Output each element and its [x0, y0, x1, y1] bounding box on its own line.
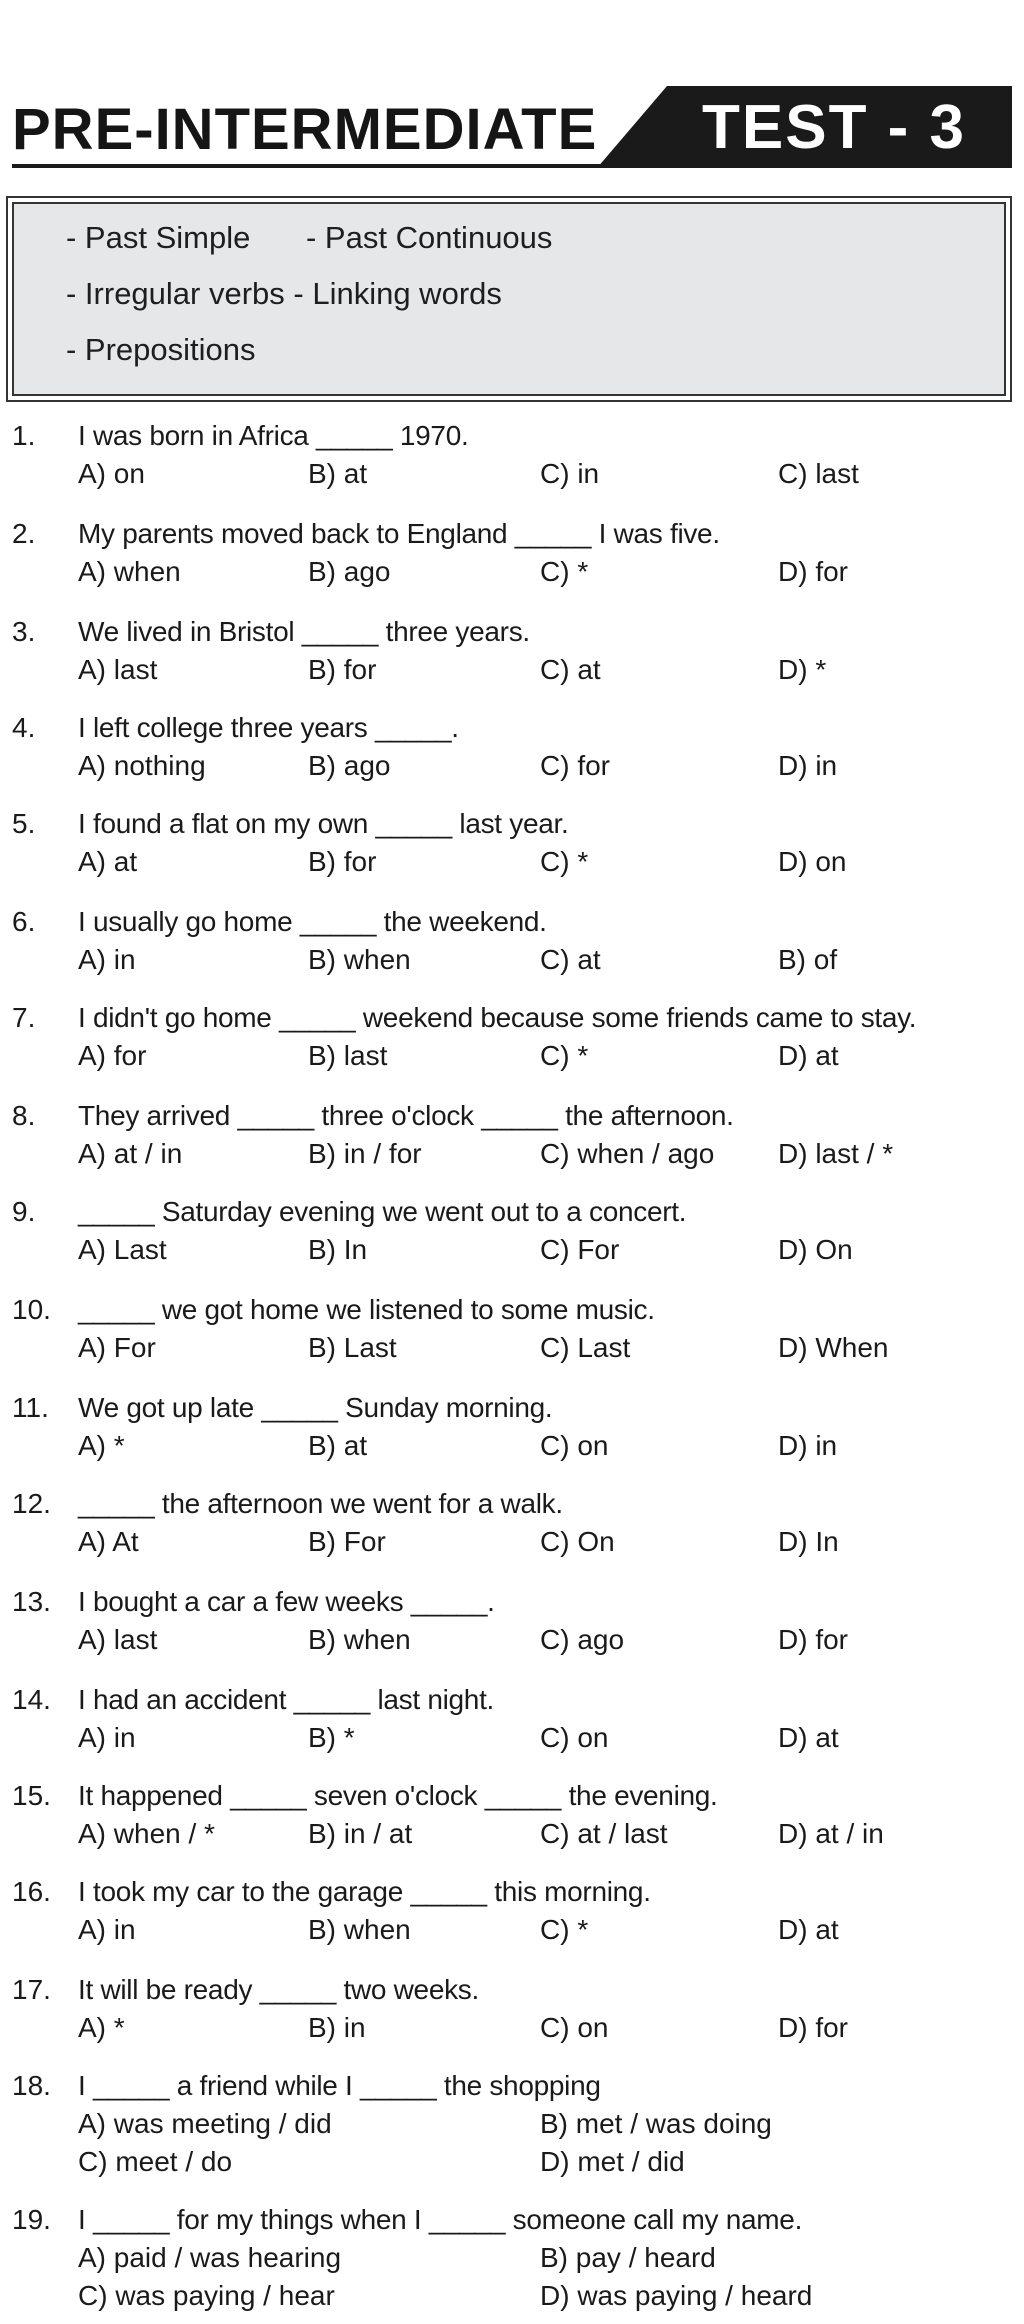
answer-option[interactable]: C) * — [540, 556, 589, 587]
answer-option[interactable]: A) last — [78, 654, 158, 685]
answer-option[interactable]: C) in — [540, 458, 600, 489]
answer-option[interactable]: B) met / was doing — [540, 2108, 772, 2139]
answer-option[interactable]: C) meet / do — [78, 2146, 233, 2177]
answer-option[interactable]: A) For — [78, 1332, 156, 1363]
question-stem: We got up late _____ Sunday morning. — [78, 1392, 553, 1423]
level-title: PRE-INTERMEDIATE — [12, 97, 598, 162]
answer-option[interactable]: B) ago — [308, 556, 391, 587]
answer-option[interactable]: D) at — [778, 1914, 839, 1945]
answer-option[interactable]: A) Last — [78, 1234, 167, 1265]
question-stem: My parents moved back to England _____ I was five. — [78, 518, 720, 549]
question-stem: I was born in Africa _____ 1970. — [78, 420, 469, 451]
answer-option[interactable]: B) in — [308, 2012, 366, 2043]
question-number: 18. — [12, 2070, 51, 2101]
answer-option[interactable]: A) when — [78, 556, 181, 587]
answer-option[interactable]: D) In — [778, 1526, 839, 1557]
answer-option[interactable]: C) * — [540, 1914, 589, 1945]
answer-option[interactable]: D) at — [778, 1040, 839, 1071]
answer-option[interactable]: D) at / in — [778, 1818, 884, 1849]
answer-option[interactable]: A) nothing — [78, 750, 206, 781]
answer-option[interactable]: D) On — [778, 1234, 853, 1265]
answer-option[interactable]: D) in — [778, 750, 838, 781]
answer-option[interactable]: B) Last — [308, 1332, 397, 1363]
answer-option[interactable]: B) of — [778, 944, 838, 975]
answer-option[interactable]: B) when — [308, 1914, 411, 1945]
answer-option[interactable]: C) * — [540, 846, 589, 877]
question-number: 15. — [12, 1780, 51, 1811]
question-number: 4. — [12, 712, 36, 743]
question-stem: _____ the afternoon we went for a walk. — [78, 1488, 563, 1519]
question-stem: I had an accident _____ last night. — [78, 1684, 495, 1715]
answer-option[interactable]: B) at — [308, 458, 368, 489]
question-number: 6. — [12, 906, 36, 937]
answer-option[interactable]: A) in — [78, 944, 136, 975]
question-stem: _____ Saturday evening we went out to a concert. — [78, 1196, 687, 1227]
answer-option[interactable]: C) on — [540, 1430, 609, 1461]
answer-option[interactable]: C) on — [540, 1722, 609, 1753]
answer-option[interactable]: D) last / * — [778, 1138, 894, 1169]
answer-option[interactable]: D) for — [778, 556, 848, 587]
answer-option[interactable]: A) last — [78, 1624, 158, 1655]
question-number: 2. — [12, 518, 36, 549]
answer-option[interactable]: A) paid / was hearing — [78, 2242, 342, 2273]
question-number: 19. — [12, 2204, 51, 2235]
question-number: 7. — [12, 1002, 36, 1033]
answer-option[interactable]: A) * — [78, 2012, 125, 2043]
answer-option[interactable]: B) * — [308, 1722, 355, 1753]
question-stem: I _____ for my things when I _____ someone call my name. — [78, 2204, 803, 2235]
test-number-title: TEST - 3 — [702, 93, 967, 162]
answer-option[interactable]: C) at — [540, 654, 601, 685]
answer-option[interactable]: B) when — [308, 944, 411, 975]
header-divider — [12, 164, 1012, 168]
answer-option[interactable]: B) for — [308, 654, 377, 685]
answer-option[interactable]: A) * — [78, 1430, 125, 1461]
question-number: 9. — [12, 1196, 36, 1227]
answer-option[interactable]: B) when — [308, 1624, 411, 1655]
question-stem: It will be ready _____ two weeks. — [78, 1974, 479, 2005]
answer-option[interactable]: D) When — [778, 1332, 889, 1363]
answer-option[interactable]: C) was paying / hear — [78, 2280, 335, 2311]
answer-option[interactable]: A) on — [78, 458, 145, 489]
answer-option[interactable]: B) at — [308, 1430, 368, 1461]
question-stem: I usually go home _____ the weekend. — [78, 906, 547, 937]
question-stem: I bought a car a few weeks _____. — [78, 1586, 495, 1617]
question-number: 16. — [12, 1876, 51, 1907]
question-stem: It happened _____ seven o'clock _____ the evening. — [78, 1780, 718, 1811]
question-number: 5. — [12, 808, 36, 839]
answer-option[interactable]: C) For — [540, 1234, 620, 1265]
question-number: 1. — [12, 420, 36, 451]
answer-option[interactable]: B) pay / heard — [540, 2242, 716, 2273]
answer-option[interactable]: A) at / in — [78, 1138, 183, 1169]
answer-option[interactable]: B) last — [308, 1040, 388, 1071]
answer-option[interactable]: B) ago — [308, 750, 391, 781]
answer-option[interactable]: C) On — [540, 1526, 615, 1557]
answer-option[interactable]: C) for — [540, 750, 610, 781]
topics-box — [12, 202, 1006, 396]
answer-option[interactable]: C) at / last — [540, 1818, 668, 1849]
question-number: 12. — [12, 1488, 51, 1519]
test-header — [12, 86, 1012, 172]
answer-option[interactable]: C) last — [778, 458, 859, 489]
answer-option[interactable]: D) for — [778, 2012, 848, 2043]
question-stem: I found a flat on my own _____ last year. — [78, 808, 569, 839]
question-number: 14. — [12, 1684, 51, 1715]
question-number: 13. — [12, 1586, 51, 1617]
question-stem: _____ we got home we listened to some music. — [78, 1294, 655, 1325]
answer-option[interactable]: D) was paying / heard — [540, 2280, 813, 2311]
question-stem: I took my car to the garage _____ this morning. — [78, 1876, 651, 1907]
answer-option[interactable]: B) for — [308, 846, 377, 877]
answer-option[interactable]: C) Last — [540, 1332, 631, 1363]
answer-option[interactable]: C) on — [540, 2012, 609, 2043]
answer-option[interactable]: A) was meeting / did — [78, 2108, 332, 2139]
answer-option[interactable]: B) in / for — [308, 1138, 422, 1169]
answer-option[interactable]: A) at — [78, 846, 138, 877]
answer-option[interactable]: D) on — [778, 846, 847, 877]
answer-option[interactable]: B) For — [308, 1526, 386, 1557]
answer-option[interactable]: A) in — [78, 1914, 136, 1945]
answer-option[interactable]: C) at — [540, 944, 601, 975]
question-stem: I _____ a friend while I _____ the shopping — [78, 2070, 601, 2101]
answer-option[interactable]: D) for — [778, 1624, 848, 1655]
answer-option[interactable]: A) when / * — [78, 1818, 215, 1849]
question-number: 8. — [12, 1100, 36, 1131]
answer-option[interactable]: C) * — [540, 1040, 589, 1071]
topic-item: - Irregular verbs - Linking words — [66, 276, 502, 311]
answer-option[interactable]: C) when / ago — [540, 1138, 715, 1169]
answer-option[interactable]: A) in — [78, 1722, 136, 1753]
answer-option[interactable]: D) at — [778, 1722, 839, 1753]
answer-option[interactable]: C) ago — [540, 1624, 625, 1655]
question-number: 3. — [12, 616, 36, 647]
answer-option[interactable]: A) for — [78, 1040, 147, 1071]
topic-item: - Prepositions — [66, 332, 256, 367]
question-stem: I left college three years _____. — [78, 712, 459, 743]
question-number: 17. — [12, 1974, 51, 2005]
answer-option[interactable]: D) in — [778, 1430, 838, 1461]
answer-option[interactable]: A) At — [78, 1526, 139, 1557]
question-number: 10. — [12, 1294, 51, 1325]
answer-option[interactable]: D) met / did — [540, 2146, 685, 2177]
question-stem: They arrived _____ three o'clock _____ the afternoon. — [78, 1100, 734, 1131]
question-stem: I didn't go home _____ weekend because some friends came to stay. — [78, 1002, 917, 1033]
answer-option[interactable]: B) In — [308, 1234, 368, 1265]
question-stem: We lived in Bristol _____ three years. — [78, 616, 530, 647]
topic-item: - Past Continuous — [306, 220, 553, 255]
answer-option[interactable]: B) in / at — [308, 1818, 413, 1849]
question-number: 11. — [12, 1392, 49, 1423]
topic-item: - Past Simple — [66, 220, 251, 255]
answer-option[interactable]: D) * — [778, 654, 827, 685]
